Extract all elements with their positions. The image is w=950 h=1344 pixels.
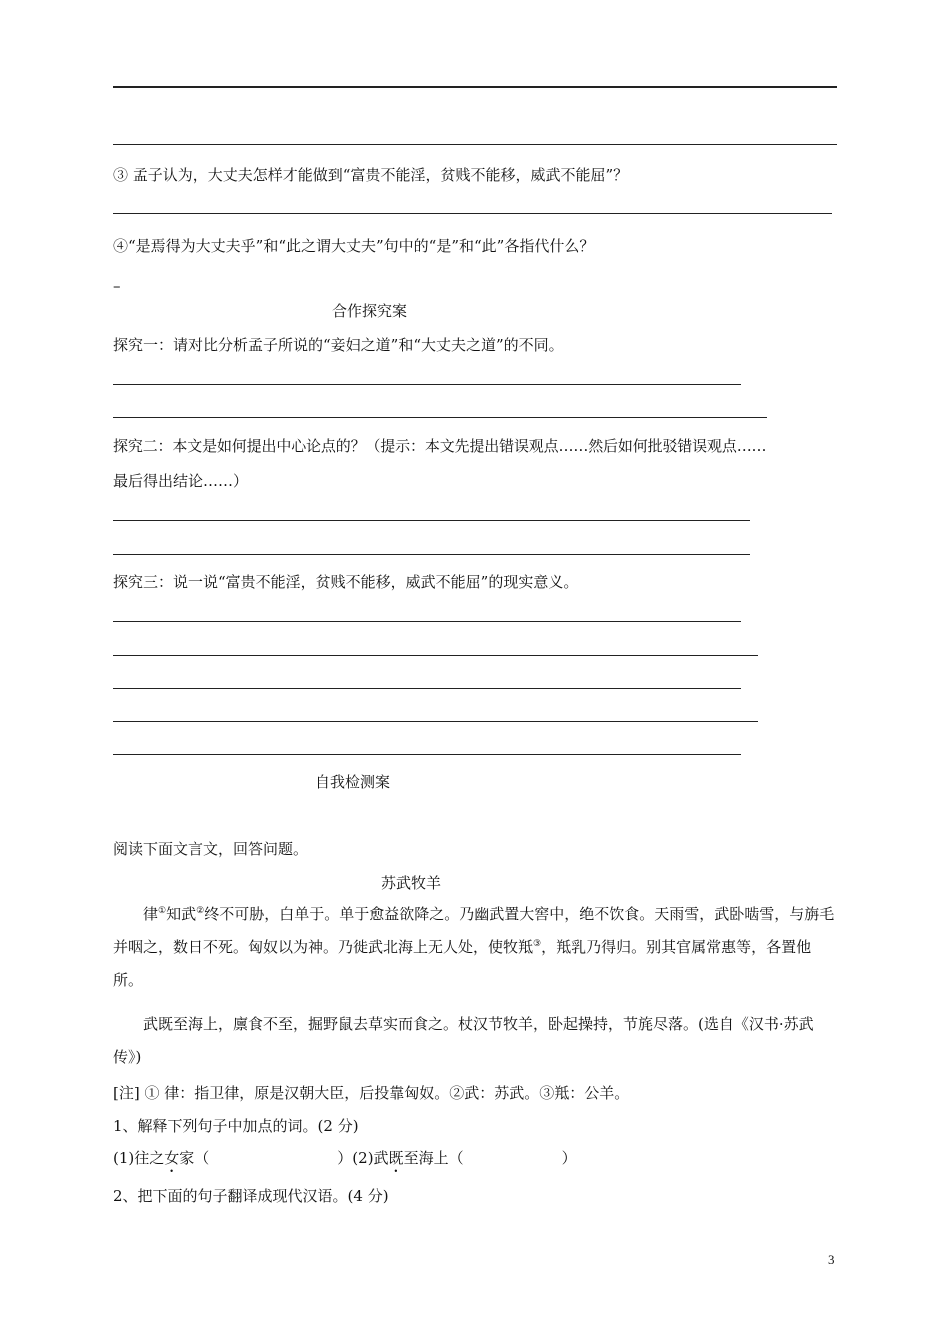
answer-line <box>113 721 758 722</box>
answer-line <box>113 213 832 214</box>
section-title-cooperative: 合作探究案 <box>332 302 408 320</box>
section-title-self-test: 自我检测案 <box>315 773 391 791</box>
page-number: 3 <box>828 1252 835 1267</box>
dash-mark: – <box>113 277 121 295</box>
answer-line <box>113 754 741 755</box>
question-1: 1、解释下列句子中加点的词。(2 分) <box>113 1117 359 1135</box>
answer-line <box>113 384 741 385</box>
explore-3: 探究三：说一说“富贵不能淫，贫贱不能移，威武不能屈”的现实意义。 <box>113 573 579 591</box>
dotted-word: 女 <box>164 1149 180 1167</box>
passage-paragraph-2: 武既至海上，廪食不至，掘野鼠去草实而食之。杖汉节牧羊，卧起操持，节旄尽落。(选自《汉书·苏武传》) <box>113 1015 814 1066</box>
question-2: 2、把下面的句子翻译成现代汉语。(4 分) <box>113 1187 389 1205</box>
answer-line <box>113 655 758 656</box>
reading-instruction: 阅读下面文言文，回答问题。 <box>113 840 309 858</box>
annotation-note: [注] ① 律：指卫律，原是汉朝大臣，后投靠匈奴。②武：苏武。③羝：公羊。 <box>113 1084 630 1102</box>
explore-2-line-2: 最后得出结论……） <box>113 472 249 490</box>
passage-title: 苏武牧羊 <box>381 874 442 892</box>
answer-line <box>113 688 741 689</box>
passage-paragraph-1: 律①知武②终不可胁，白单于。单于愈益欲降之。乃幽武置大窖中，绝不饮食。天雨雪，武卧啮雪，与旃毛并咽之，数日不死。匈奴以为神。乃徙武北海上无人处，使牧羝③，羝乳乃得归。别其官属常惠等，各置他所。 <box>113 905 835 989</box>
question-1-items: (1)往之女家（ ）(2)武既至海上（ ） <box>113 1149 577 1167</box>
question-4: ④“是焉得为大丈夫乎”和“此之谓大丈夫”句中的“是”和“此”各指代什么？ <box>113 237 595 255</box>
answer-line <box>113 417 767 418</box>
answer-line <box>113 621 741 622</box>
explore-2-line-1: 探究二：本文是如何提出中心论点的？（提示：本文先提出错误观点……然后如何批驳错误观点…… <box>113 437 767 455</box>
answer-line <box>113 86 837 88</box>
dotted-word: 既 <box>388 1149 404 1167</box>
answer-line <box>113 144 837 145</box>
question-3: ③ 孟子认为，大丈夫怎样才能做到“富贵不能淫，贫贱不能移，威武不能屈”？ <box>113 166 629 184</box>
explore-1: 探究一：请对比分析孟子所说的“妾妇之道”和“大丈夫之道”的不同。 <box>113 336 564 354</box>
answer-line <box>113 520 750 521</box>
answer-line <box>113 554 750 555</box>
